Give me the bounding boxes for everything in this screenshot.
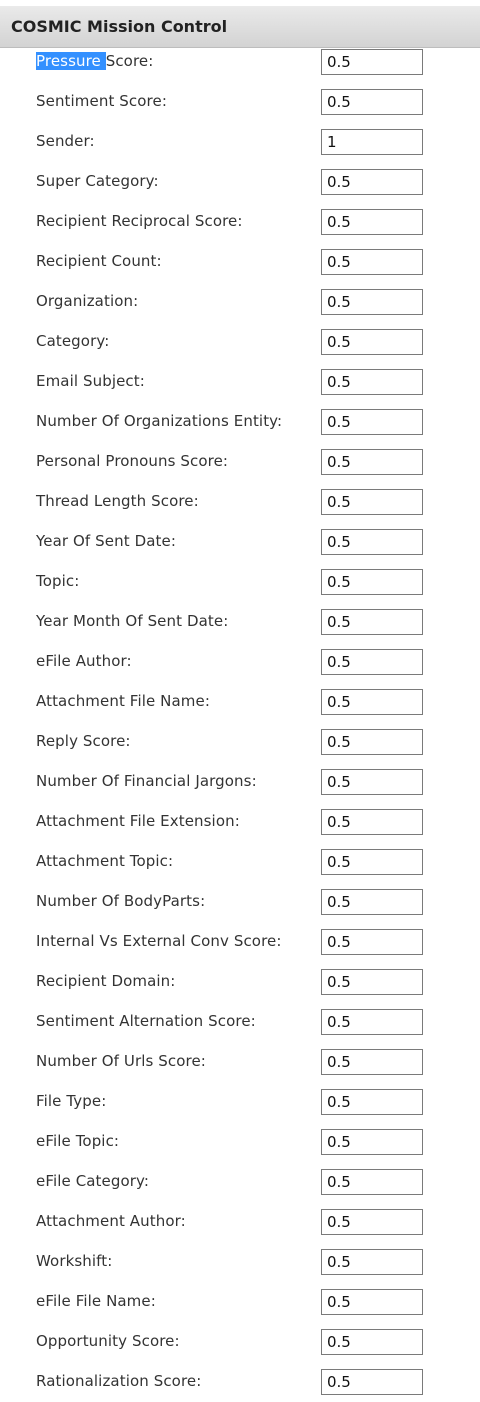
- field-label: Thread Length Score:: [36, 492, 199, 510]
- field-label: Internal Vs External Conv Score:: [36, 932, 282, 950]
- recipient-reciprocal-score-input[interactable]: [321, 209, 423, 235]
- weights-form: [0, 42, 480, 1402]
- attachment-topic-input[interactable]: [321, 849, 423, 875]
- form-row-internal-vs-external-conv-score: [0, 922, 480, 962]
- field-label: Topic:: [36, 572, 80, 590]
- efile-author-input[interactable]: [321, 649, 423, 675]
- rationalization-score-input[interactable]: [321, 1369, 423, 1395]
- form-row-year-month-of-sent-date: [0, 602, 480, 642]
- personal-pronouns-score-input[interactable]: [321, 449, 423, 475]
- field-label: File Type:: [36, 1092, 107, 1110]
- field-label: Organization:: [36, 292, 139, 310]
- attachment-author-input[interactable]: [321, 1209, 423, 1235]
- field-label: Recipient Domain:: [36, 972, 176, 990]
- panel-title: COSMIC Mission Control: [11, 17, 228, 36]
- field-label: [36, 52, 153, 70]
- field-label: eFile File Name:: [36, 1292, 156, 1310]
- field-label: Number Of Financial Jargons:: [36, 772, 257, 790]
- form-row-attachment-file-name: [0, 682, 480, 722]
- workshift-input[interactable]: [321, 1249, 423, 1275]
- number-of-organizations-entity-input[interactable]: [321, 409, 423, 435]
- form-row-number-of-urls-score: [0, 1042, 480, 1082]
- recipient-domain-input[interactable]: [321, 969, 423, 995]
- field-label: Year Of Sent Date:: [36, 532, 176, 550]
- form-row-topic: [0, 562, 480, 602]
- sender-input[interactable]: [321, 129, 423, 155]
- form-row-efile-author: [0, 642, 480, 682]
- opportunity-score-input[interactable]: [321, 1329, 423, 1355]
- internal-vs-external-conv-score-input[interactable]: [321, 929, 423, 955]
- form-row-rationalization-score: [0, 1362, 480, 1402]
- year-month-of-sent-date-input[interactable]: [321, 609, 423, 635]
- organization-input[interactable]: [321, 289, 423, 315]
- form-row-organization: [0, 282, 480, 322]
- form-row-number-of-bodyparts: [0, 882, 480, 922]
- field-label: eFile Category:: [36, 1172, 150, 1190]
- form-row-efile-file-name: [0, 1282, 480, 1322]
- form-row-workshift: [0, 1242, 480, 1282]
- form-row-number-of-financial-jargons: [0, 762, 480, 802]
- field-label: Attachment File Name:: [36, 692, 210, 710]
- efile-file-name-input[interactable]: [321, 1289, 423, 1315]
- topic-input[interactable]: [321, 569, 423, 595]
- thread-length-score-input[interactable]: [321, 489, 423, 515]
- form-row-super-category: [0, 162, 480, 202]
- label-text: Score:: [105, 52, 154, 70]
- form-row-sentiment-score: [0, 82, 480, 122]
- sentiment-alternation-score-input[interactable]: [321, 1009, 423, 1035]
- form-row-recipient-domain: [0, 962, 480, 1002]
- recipient-count-input[interactable]: [321, 249, 423, 275]
- form-row-thread-length-score: [0, 482, 480, 522]
- field-label: Recipient Count:: [36, 252, 162, 270]
- form-row-recipient-count: [0, 242, 480, 282]
- form-row-email-subject: [0, 362, 480, 402]
- form-row-sentiment-alternation-score: [0, 1002, 480, 1042]
- field-label: Category:: [36, 332, 110, 350]
- number-of-urls-score-input[interactable]: [321, 1049, 423, 1075]
- attachment-file-name-input[interactable]: [321, 689, 423, 715]
- file-type-input[interactable]: [321, 1089, 423, 1115]
- field-label: Attachment Topic:: [36, 852, 174, 870]
- field-label: eFile Author:: [36, 652, 132, 670]
- form-row-efile-category: [0, 1162, 480, 1202]
- selected-text: Pressure: [36, 52, 106, 70]
- form-row-opportunity-score: [0, 1322, 480, 1362]
- form-row-year-of-sent-date: [0, 522, 480, 562]
- year-of-sent-date-input[interactable]: [321, 529, 423, 555]
- field-label: Year Month Of Sent Date:: [36, 612, 229, 630]
- form-row-sender: [0, 122, 480, 162]
- super-category-input[interactable]: [321, 169, 423, 195]
- form-row-reply-score: [0, 722, 480, 762]
- field-label: eFile Topic:: [36, 1132, 120, 1150]
- field-label: Opportunity Score:: [36, 1332, 180, 1350]
- field-label: Sender:: [36, 132, 95, 150]
- field-label: Number Of Organizations Entity:: [36, 412, 283, 430]
- field-label: Number Of Urls Score:: [36, 1052, 206, 1070]
- field-label: Rationalization Score:: [36, 1372, 202, 1390]
- number-of-bodyparts-input[interactable]: [321, 889, 423, 915]
- efile-category-input[interactable]: [321, 1169, 423, 1195]
- sentiment-score-input[interactable]: [321, 89, 423, 115]
- field-label: Attachment Author:: [36, 1212, 186, 1230]
- form-row-number-of-organizations-entity: [0, 402, 480, 442]
- field-label: Reply Score:: [36, 732, 131, 750]
- field-label: Sentiment Alternation Score:: [36, 1012, 256, 1030]
- field-label: Sentiment Score:: [36, 92, 167, 110]
- field-label: Attachment File Extension:: [36, 812, 240, 830]
- form-row-attachment-author: [0, 1202, 480, 1242]
- email-subject-input[interactable]: [321, 369, 423, 395]
- form-row-attachment-topic: [0, 842, 480, 882]
- pressure-score-input[interactable]: [321, 49, 423, 75]
- field-label: Super Category:: [36, 172, 159, 190]
- efile-topic-input[interactable]: [321, 1129, 423, 1155]
- form-row-attachment-file-extension: [0, 802, 480, 842]
- form-row-recipient-reciprocal-score: [0, 202, 480, 242]
- field-label: Email Subject:: [36, 372, 145, 390]
- form-row-efile-topic: [0, 1122, 480, 1162]
- reply-score-input[interactable]: [321, 729, 423, 755]
- field-label: Personal Pronouns Score:: [36, 452, 229, 470]
- form-row-category: [0, 322, 480, 362]
- form-row-pressure-score: [0, 42, 480, 82]
- number-of-financial-jargons-input[interactable]: [321, 769, 423, 795]
- form-row-personal-pronouns-score: [0, 442, 480, 482]
- attachment-file-extension-input[interactable]: [321, 809, 423, 835]
- field-label: Workshift:: [36, 1252, 113, 1270]
- field-label: Number Of BodyParts:: [36, 892, 206, 910]
- form-row-file-type: [0, 1082, 480, 1122]
- field-label: Recipient Reciprocal Score:: [36, 212, 243, 230]
- category-input[interactable]: [321, 329, 423, 355]
